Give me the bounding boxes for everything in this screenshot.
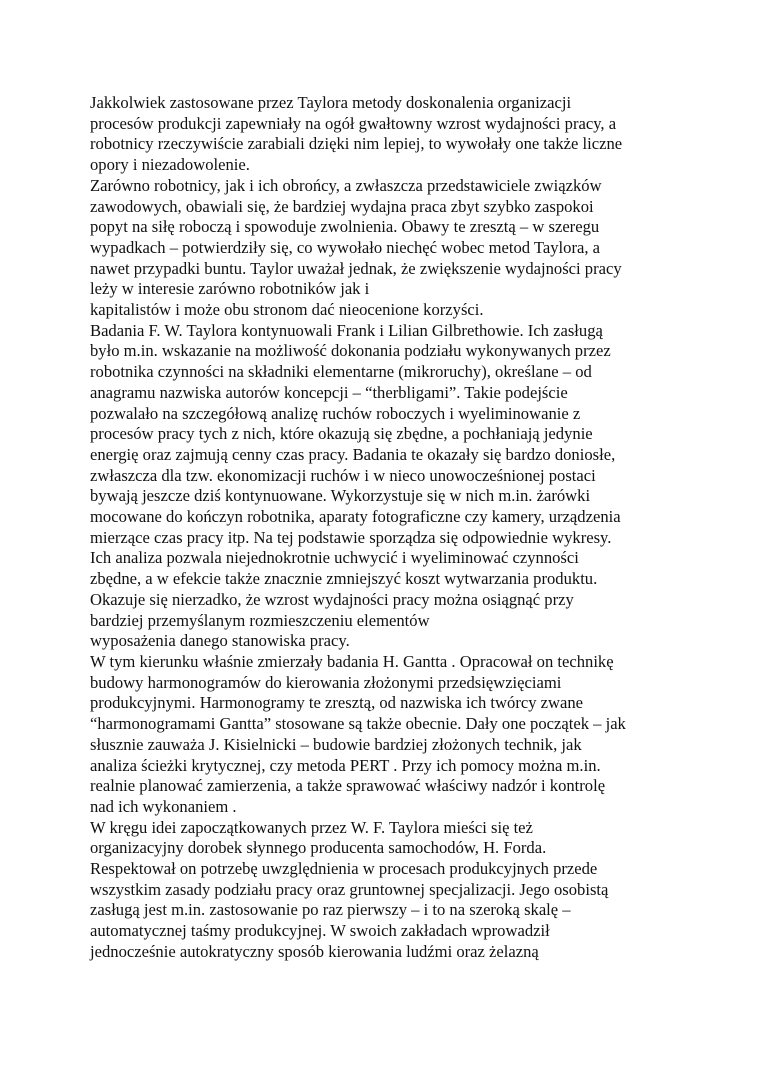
text-line: W kręgu idei zapoczątkowanych przez W. F. Taylora mieści się też xyxy=(90,817,533,837)
text-line: robotnika czynności na składniki elementarne (mikroruchy), określane – od xyxy=(90,362,592,382)
text-line: procesów pracy tych z nich, które okazują się zbędne, a pochłaniają jedynie xyxy=(90,424,593,444)
text-line: procesów produkcji zapewniały na ogół gwałtowny wzrost wydajności pracy, a xyxy=(90,113,617,133)
text-line: Ich analiza pozwala niejednokrotnie uchwycić i wyeliminować czynności xyxy=(90,548,579,568)
text-line: “harmonogramami Gantta” stosowane są także obecnie. Dały one początek – jak xyxy=(90,714,626,734)
text-line: mocowane do kończyn robotnika, aparaty fotograficzne czy kamery, urządzenia xyxy=(90,507,621,527)
text-line: Okazuje się nierzadko, że wzrost wydajności pracy można osiągnąć przy xyxy=(90,589,574,609)
text-line: analiza ścieżki krytycznej, czy metoda PERT . Przy ich pomocy można m.in. xyxy=(90,755,601,775)
text-line: wszystkim zasady podziału pracy oraz gruntownej specjalizacji. Jego osobistą xyxy=(90,879,609,899)
text-line: organizacyjny dorobek słynnego producenta samochodów, H. Forda. xyxy=(90,838,547,858)
text-line: zawodowych, obawiali się, że bardziej wydajna praca zbyt szybko zaspokoi xyxy=(90,196,594,216)
text-line: wypadkach – potwierdziły się, co wywołało niechęć wobec metod Taylora, a xyxy=(90,237,600,257)
text-line: popyt na siłę roboczą i spowoduje zwolnienia. Obawy te zresztą – w szeregu xyxy=(90,217,600,237)
text-line: robotnicy rzeczywiście zarabiali dzięki nim lepiej, to wywołały one także liczne xyxy=(90,134,623,154)
text-line: nad ich wykonaniem . xyxy=(90,796,237,816)
text-line: budowy harmonogramów do kierowania złożonymi przedsięwzięciami xyxy=(90,672,562,692)
text-line: Badania F. W. Taylora kontynuowali Frank i Lilian Gilbrethowie. Ich zasługą xyxy=(90,320,603,340)
text-line: wyposażenia danego stanowiska pracy. xyxy=(90,631,350,651)
text-line: Zarówno robotnicy, jak i ich obrońcy, a zwłaszcza przedstawiciele związków xyxy=(90,175,602,195)
text-line: W tym kierunku właśnie zmierzały badania H. Gantta . Opracował on technikę xyxy=(90,651,614,671)
text-line: mierzące czas pracy itp. Na tej podstawie sporządza się odpowiednie wykresy. xyxy=(90,527,612,547)
text-line: bardziej przemyślanym rozmieszczeniu elementów xyxy=(90,610,430,630)
text-line: anagramu nazwiska autorów koncepcji – “therbligami”. Takie podejście xyxy=(90,382,568,402)
text-line: jednocześnie autokratyczny sposób kierowania ludźmi oraz żelazną xyxy=(90,941,539,961)
text-line: słusznie zauważa J. Kisielnicki – budowie bardziej złożonych technik, jak xyxy=(90,734,582,754)
text-line: nawet przypadki buntu. Taylor uważał jednak, że zwiększenie wydajności pracy xyxy=(90,258,622,278)
text-line: zwłaszcza dla tzw. ekonomizacji ruchów i w nieco unowocześnionej postaci xyxy=(90,465,596,485)
text-line: leży w interesie zarówno robotników jak i xyxy=(90,279,370,299)
text-line: kapitalistów i może obu stronom dać nieocenione korzyści. xyxy=(90,300,484,320)
text-line: automatycznej taśmy produkcyjnej. W swoich zakładach wprowadził xyxy=(90,921,550,941)
text-line: opory i niezadowolenie. xyxy=(90,155,250,175)
text-line: było m.in. wskazanie na możliwość dokonania podziału wykonywanych przez xyxy=(90,341,611,361)
text-line: zasługą jest m.in. zastosowanie po raz pierwszy – i to na szeroką skalę – xyxy=(90,900,571,920)
text-line: pozwalało na szczegółową analizę ruchów roboczych i wyeliminowanie z xyxy=(90,403,581,423)
body-text xyxy=(90,93,730,963)
text-line: Jakkolwiek zastosowane przez Taylora metody doskonalenia organizacji xyxy=(90,93,572,112)
text-line: energię oraz zajmują cenny czas pracy. Badania te okazały się bardzo doniosłe, xyxy=(90,444,616,464)
text-line: produkcyjnymi. Harmonogramy te zresztą, od nazwiska ich twórcy zwane xyxy=(90,693,584,713)
text-line: bywają jeszcze dziś kontynuowane. Wykorzystuje się w nich m.in. żarówki xyxy=(90,486,591,506)
text-line: realnie planować zamierzenia, a także sprawować właściwy nadzór i kontrolę xyxy=(90,776,606,796)
text-line: Respektował on potrzebę uwzględnienia w procesach produkcyjnych przede xyxy=(90,859,598,879)
text-line: zbędne, a w efekcie także znacznie zmniejszyć koszt wytwarzania produktu. xyxy=(90,569,598,589)
